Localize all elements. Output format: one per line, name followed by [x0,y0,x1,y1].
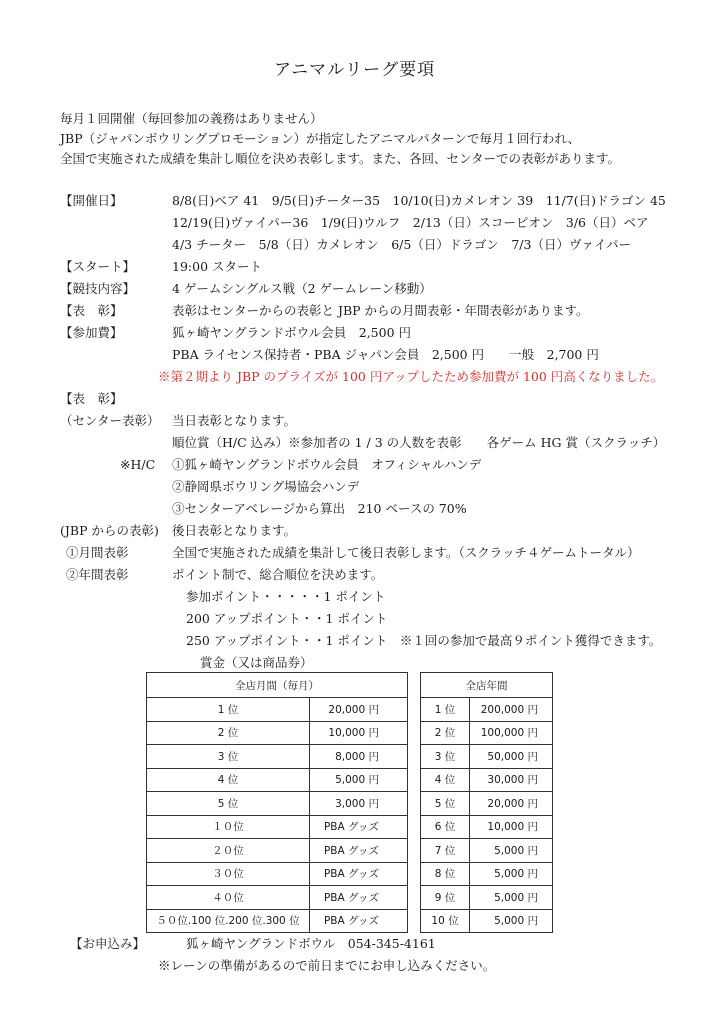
prize-cell: PBA グッズ [310,862,408,886]
hc-item-3: ③センターアベレージから算出 210 ベースの 70% [172,501,467,516]
prize-cell: 100,000 円 [470,721,553,745]
prize-cell: 5,000 円 [470,886,553,910]
intro-line-1: 毎月１回開催（毎回参加の義務はありません） [60,111,323,126]
fee-label: 【参加費】 [60,325,123,340]
table-row [421,886,553,910]
rank-cell: 7 位 [421,839,470,863]
rank-cell: 2 位 [147,721,310,745]
table-row [147,862,408,886]
jbp-award-line: 後日表彰となります。 [172,523,297,538]
rank-cell: 2 位 [421,721,470,745]
apply-note: ※レーンの準備があるので前日までにお申し込みください。 [158,958,496,973]
rank-cell: 4 位 [421,768,470,792]
prize-cell: 3,000 円 [310,792,408,816]
table-row [421,815,553,839]
award-value: 表彰はセンターからの表彰と JBP からの月間表彰・年間表彰があります。 [172,303,589,318]
monthly-table-header: 全店月間（毎月） [147,673,408,698]
monthly-award-label: ①月間表彰 [66,545,129,560]
rank-cell: 1 位 [421,698,470,722]
start-label: 【スタート】 [60,259,136,274]
dates-line-1: 8/8(日)ベア 41 9/5(日)チーター35 10/10(日)カメレオン 39 11/7(日)ドラゴン 45 [172,193,666,208]
points-line-3: 250 アップポイント・・1 ポイント ※１回の参加で最高９ポイント獲得できます。 [186,633,662,648]
dates-label: 【開催日】 [60,193,123,208]
prize-cell: 50,000 円 [470,745,553,769]
rank-cell: 9 位 [421,886,470,910]
monthly-prize-table [146,672,408,933]
fee-line-1: 狐ヶ崎ヤングランドボウル会員 2,500 円 [172,325,412,340]
prize-cell: 10,000 円 [470,815,553,839]
prize-cell: PBA グッズ [310,886,408,910]
rank-cell: 3 位 [421,745,470,769]
rank-cell: ２０位 [147,839,310,863]
yearly-award-label: ②年間表彰 [66,567,129,582]
hc-label: ※H/C [120,457,156,472]
format-value: 4 ゲームシングルス戦（2 ゲームレーン移動） [172,281,432,296]
table-header-row [421,673,553,698]
prize-cell: 20,000 円 [310,698,408,722]
rank-cell: 8 位 [421,862,470,886]
monthly-award-text: 全国で実施された成績を集計して後日表彰します。（スクラッチ４ゲームトータル） [172,545,640,560]
table-row [147,909,408,933]
table-row [421,839,553,863]
rank-cell: ５０位.100 位.200 位.300 位 [147,909,310,933]
table-row [147,815,408,839]
apply-value: 狐ヶ崎ヤングランドボウル 054-345-4161 [186,936,436,951]
prize-cell: 5,000 円 [470,909,553,933]
yearly-award-text: ポイント制で、総合順位を決めます。 [172,567,384,582]
start-value: 19:00 スタート [172,259,262,274]
award-label: 【表 彰】 [60,303,123,318]
intro-line-2: JBP（ジャパンボウリングプロモーション）が指定したアニマルパターンで毎月１回行われ、 [60,131,581,146]
table-row [421,721,553,745]
table-row [421,698,553,722]
prize-title: 賞金（又は商品券） [200,655,313,670]
table-row [421,768,553,792]
hc-item-1: ①狐ヶ崎ヤングランドボウル会員 オフィシャルハンデ [172,457,482,472]
table-row [147,768,408,792]
table-row [147,721,408,745]
prize-cell: 200,000 円 [470,698,553,722]
prize-cell: 8,000 円 [310,745,408,769]
fee-note: ※第２期より JBP のプライズが 100 円アップしたため参加費が 100 円高くなりました。 [158,369,664,384]
dates-line-3: 4/3 チーター 5/8（日）カメレオン 6/5（日）ドラゴン 7/3（日）ヴァイパー [172,237,632,252]
jbp-award-label: (JBP からの表彰) [60,523,159,538]
dates-line-2: 12/19(日)ヴァイパー36 1/9(日)ウルフ 2/13（日）スコーピオン 3/6（日）ベア [172,215,649,230]
page-title: アニマルリーグ要項 [274,60,436,80]
center-award-line-1: 当日表彰となります。 [172,413,297,428]
table-row [147,698,408,722]
prize-cell: 10,000 円 [310,721,408,745]
rank-cell: 4 位 [147,768,310,792]
rank-cell: ４０位 [147,886,310,910]
table-row [147,886,408,910]
table-row [421,792,553,816]
prize-cell: PBA グッズ [310,909,408,933]
table-row [147,792,408,816]
rank-cell: 10 位 [421,909,470,933]
prize-cell: PBA グッズ [310,815,408,839]
points-line-2: 200 アップポイント・・1 ポイント [186,611,388,626]
yearly-prize-table [420,672,553,933]
prize-cell: PBA グッズ [310,839,408,863]
table-row [147,839,408,863]
table-row [421,909,553,933]
table-row [147,745,408,769]
center-award-line-2: 順位賞（H/C 込み）※参加者の 1 / 3 の人数を表彰 各ゲーム HG 賞（スクラッチ） [172,435,666,450]
rank-cell: 3 位 [147,745,310,769]
prize-cell: 5,000 円 [470,839,553,863]
intro-line-3: 全国で実施された成績を集計し順位を決め表彰します。また、各回、センターでの表彰があります。 [60,151,621,166]
hc-item-2: ②静岡県ボウリング場協会ハンデ [172,479,360,494]
rank-cell: 5 位 [421,792,470,816]
center-award-label: （センター表彰） [60,413,160,428]
rank-cell: 6 位 [421,815,470,839]
fee-line-2: PBA ライセンス保持者・PBA ジャパン会員 2,500 円 一般 2,700 円 [172,347,599,362]
format-label: 【競技内容】 [60,281,136,296]
rank-cell: 5 位 [147,792,310,816]
yearly-table-header: 全店年間 [421,673,553,698]
prize-cell: 20,000 円 [470,792,553,816]
prize-cell: 5,000 円 [310,768,408,792]
prize-cell: 30,000 円 [470,768,553,792]
points-line-1: 参加ポイント・・・・・1 ポイント [186,589,386,604]
table-header-row [147,673,408,698]
apply-label: 【お申込み】 [70,936,146,951]
table-row [421,862,553,886]
table-row [421,745,553,769]
rank-cell: ３０位 [147,862,310,886]
prize-cell: 5,000 円 [470,862,553,886]
awards-detail-label: 【表 彰】 [60,391,123,406]
rank-cell: 1 位 [147,698,310,722]
rank-cell: １０位 [147,815,310,839]
